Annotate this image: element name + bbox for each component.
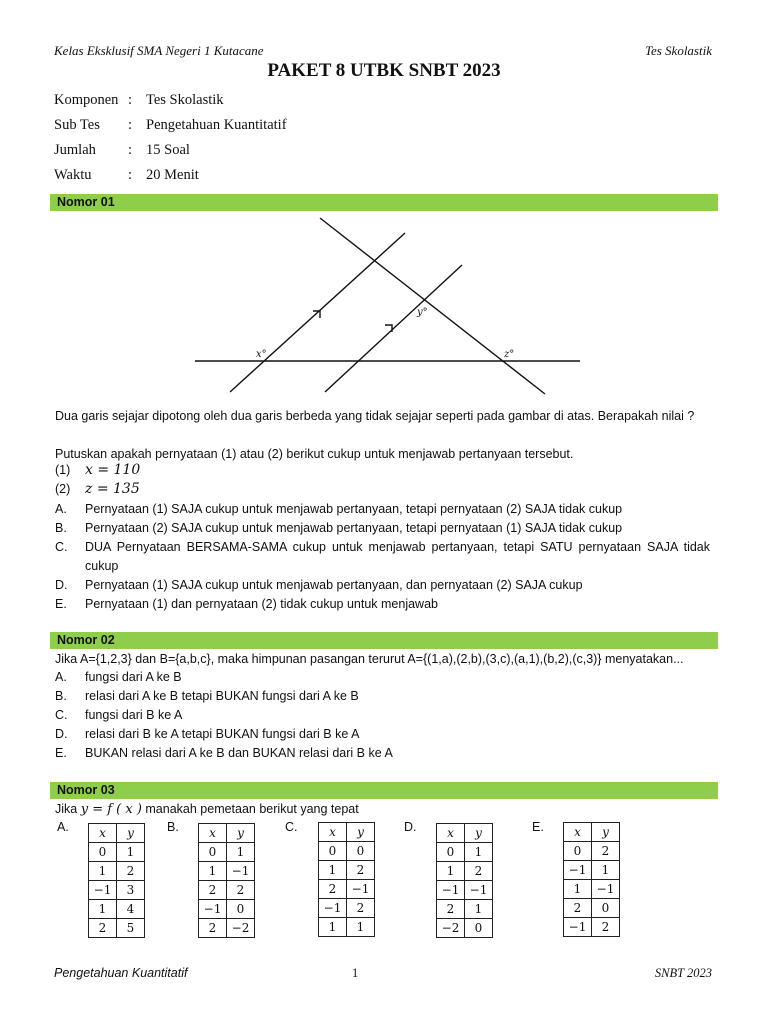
cell-x: 0 — [89, 843, 117, 862]
col-header-x: x — [89, 824, 117, 843]
cell-y: 2 — [592, 918, 620, 937]
cell-x: 1 — [89, 900, 117, 919]
cell-x: −1 — [564, 918, 592, 937]
option-letter: E. — [55, 746, 67, 760]
option-letter: C. — [55, 540, 68, 554]
cell-x: 1 — [437, 862, 465, 881]
cell-x: 0 — [437, 843, 465, 862]
cell-x: 2 — [199, 919, 227, 938]
cell-x: 1 — [319, 918, 347, 937]
cell-y: 1 — [465, 843, 493, 862]
footer-exam: SNBT 2023 — [654, 966, 712, 980]
table-row — [319, 918, 375, 937]
table-row — [564, 842, 620, 861]
mapping-table-b — [198, 823, 255, 938]
table-row — [564, 880, 620, 899]
cell-x: 2 — [437, 900, 465, 919]
cell-x: 0 — [319, 842, 347, 861]
angle-label-y: y° — [417, 307, 428, 318]
cell-x: 1 — [89, 862, 117, 881]
question-text-01: Dua garis sejajar dipotong oleh dua garis berbeda yang tidak sejajar seperti pada gambar di atas. Berapakah nilai ? — [55, 409, 695, 423]
table-row — [319, 842, 375, 861]
meta-colon: : — [128, 117, 133, 133]
option-d-label[interactable]: D. — [404, 820, 417, 834]
option-letter: E. — [55, 597, 67, 611]
question-text-03 — [55, 800, 710, 819]
option-letter: B. — [55, 689, 67, 703]
table-row — [199, 862, 255, 881]
option-a-label[interactable]: A. — [57, 820, 69, 834]
cell-x: −1 — [564, 861, 592, 880]
options-02 — [55, 668, 710, 763]
option-letter: C. — [55, 708, 68, 722]
question-suffix: manakah pemetaan berikut yang tepat — [145, 802, 359, 816]
table-row — [437, 843, 493, 862]
meta-label: Jumlah — [54, 142, 96, 158]
option-text: Pernyataan (1) SAJA cukup untuk menjawab pertanyaan, tetapi pernyataan (2) SAJA tidak cukup — [85, 502, 623, 516]
cell-x: −1 — [89, 881, 117, 900]
cell-x: 0 — [564, 842, 592, 861]
table-row — [319, 899, 375, 918]
cell-y: 3 — [117, 881, 145, 900]
parallel-line-right — [325, 265, 462, 392]
option-letter: D. — [55, 727, 68, 741]
table-row — [319, 861, 375, 880]
page-title: PAKET 8 UTBK SNBT 2023 — [267, 60, 501, 81]
mapping-table-d — [436, 823, 493, 938]
question-instruction-01: Putuskan apakah pernyataan (1) atau (2) berikut cukup untuk menjawab pertanyaan tersebut. — [55, 447, 574, 461]
mapping-table-e — [563, 822, 620, 937]
cell-x: −1 — [199, 900, 227, 919]
col-header-x: x — [199, 824, 227, 843]
parallel-line-left — [230, 233, 405, 392]
meta-colon: : — [128, 142, 133, 158]
table-row — [89, 900, 145, 919]
angle-label-z: z° — [504, 349, 515, 360]
option-letter: A. — [55, 670, 67, 684]
option-letter: A. — [55, 502, 67, 516]
statement-number: (2) — [55, 482, 71, 496]
cell-y: −1 — [347, 880, 375, 899]
col-header-y: y — [465, 824, 493, 843]
option-text: BUKAN relasi dari A ke B dan BUKAN relasi dari B ke A — [85, 746, 393, 760]
meta-colon: : — [128, 92, 133, 108]
cell-x: 1 — [564, 880, 592, 899]
option-a[interactable] — [55, 668, 710, 687]
statement-math: z = 135 — [85, 481, 140, 497]
cell-y: 1 — [227, 843, 255, 862]
table-row — [564, 899, 620, 918]
meta-label: Waktu — [54, 167, 92, 183]
cell-y: −1 — [465, 881, 493, 900]
question-math: y = f ( x ) — [80, 802, 142, 817]
cell-x: −1 — [437, 881, 465, 900]
col-header-y: y — [347, 823, 375, 842]
cell-x: 2 — [199, 881, 227, 900]
cell-x: 2 — [564, 899, 592, 918]
question-heading-02: Nomor 02 — [50, 632, 718, 649]
option-text: relasi dari B ke A tetapi BUKAN fungsi dari B ke A — [85, 727, 360, 741]
table-row — [437, 862, 493, 881]
option-letter: D. — [55, 578, 68, 592]
table-row — [199, 843, 255, 862]
statement-1 — [55, 462, 140, 478]
header-subject: Tes Skolastik — [644, 43, 712, 58]
cell-x: −1 — [319, 899, 347, 918]
meta-value: Tes Skolastik — [146, 92, 224, 108]
angle-label-x: x° — [256, 349, 267, 360]
table-row — [199, 900, 255, 919]
cell-x: 2 — [89, 919, 117, 938]
cell-y: 1 — [117, 843, 145, 862]
crossing-line — [320, 218, 545, 394]
meta-label: Komponen — [54, 92, 119, 108]
option-e[interactable] — [55, 595, 710, 614]
table-row — [437, 900, 493, 919]
table-row — [437, 881, 493, 900]
col-header-x: x — [437, 824, 465, 843]
cell-y: 1 — [465, 900, 493, 919]
cell-y: 2 — [347, 899, 375, 918]
table-row — [437, 919, 493, 938]
option-e-label[interactable]: E. — [532, 820, 544, 834]
option-text: Pernyataan (2) SAJA cukup untuk menjawab pertanyaan, tetapi pernyataan (1) SAJA tidak cukup — [85, 521, 623, 535]
question-prefix: Jika — [55, 802, 78, 816]
option-b-label[interactable]: B. — [167, 820, 179, 834]
meta-value: 20 Menit — [146, 167, 199, 183]
table-row — [564, 918, 620, 937]
table-row — [89, 862, 145, 881]
table-row — [89, 843, 145, 862]
mapping-table-a — [88, 823, 145, 938]
cell-y: 1 — [347, 918, 375, 937]
cell-y: 2 — [465, 862, 493, 881]
meta-label: Sub Tes — [54, 117, 100, 133]
table-row — [199, 881, 255, 900]
option-c[interactable] — [55, 538, 710, 576]
col-header-x: x — [319, 823, 347, 842]
option-b[interactable] — [55, 519, 710, 538]
options-01 — [55, 500, 710, 614]
option-letter: B. — [55, 521, 67, 535]
cell-x: 1 — [319, 861, 347, 880]
option-b[interactable] — [55, 687, 710, 706]
question-text-02: Jika A={1,2,3} dan B={a,b,c}, maka himpunan pasangan terurut A={(1,a),(2,b),(3,c),(a,1),(b,2),(c,3)} menyatakan... — [55, 652, 684, 666]
cell-x: 1 — [199, 862, 227, 881]
statement-math: x = 110 — [85, 462, 141, 478]
col-header-y: y — [227, 824, 255, 843]
option-d[interactable] — [55, 576, 710, 595]
table-row — [319, 880, 375, 899]
cell-y: −1 — [227, 862, 255, 881]
cell-y: 5 — [117, 919, 145, 938]
parallel-lines-figure — [0, 0, 768, 400]
meta-value: 15 Soal — [146, 142, 190, 158]
table-row — [564, 861, 620, 880]
cell-x: 0 — [199, 843, 227, 862]
mapping-table-c — [318, 822, 375, 937]
cell-y: 2 — [227, 881, 255, 900]
table-row — [89, 919, 145, 938]
option-text: fungsi dari A ke B — [85, 670, 182, 684]
cell-y: 0 — [347, 842, 375, 861]
col-header-x: x — [564, 823, 592, 842]
option-text: Pernyataan (1) dan pernyataan (2) tidak cukup untuk menjawab — [85, 597, 438, 611]
header-school: Kelas Eksklusif SMA Negeri 1 Kutacane — [54, 43, 264, 58]
option-text: relasi dari A ke B tetapi BUKAN fungsi dari A ke B — [85, 689, 359, 703]
statement-2 — [55, 481, 140, 497]
question-heading-01: Nomor 01 — [50, 194, 718, 211]
option-c[interactable] — [55, 706, 710, 725]
cell-x: 2 — [319, 880, 347, 899]
option-c-label[interactable]: C. — [285, 820, 298, 834]
option-text: fungsi dari B ke A — [85, 708, 183, 722]
statement-number: (1) — [55, 463, 71, 477]
option-e[interactable] — [55, 744, 710, 763]
option-text: Pernyataan (1) SAJA cukup untuk menjawab pertanyaan, dan pernyataan (2) SAJA cukup — [85, 578, 583, 592]
table-row — [89, 881, 145, 900]
cell-y: 0 — [592, 899, 620, 918]
cell-y: 0 — [465, 919, 493, 938]
table-row — [199, 919, 255, 938]
page-number: 1 — [352, 966, 359, 980]
cell-y: 1 — [592, 861, 620, 880]
col-header-y: y — [117, 824, 145, 843]
meta-colon: : — [128, 167, 133, 183]
cell-y: −1 — [592, 880, 620, 899]
cell-y: 2 — [117, 862, 145, 881]
cell-y: 0 — [227, 900, 255, 919]
cell-x: −2 — [437, 919, 465, 938]
cell-y: −2 — [227, 919, 255, 938]
cell-y: 2 — [592, 842, 620, 861]
meta-value: Pengetahuan Kuantitatif — [146, 117, 287, 133]
cell-y: 4 — [117, 900, 145, 919]
question-heading-03: Nomor 03 — [50, 782, 718, 799]
cell-y: 2 — [347, 861, 375, 880]
option-text: DUA Pernyataan BERSAMA-SAMA cukup untuk menjawab pertanyaan, tetapi SATU pernyataan SAJA tidak cukup — [85, 540, 710, 573]
footer-subject: Pengetahuan Kuantitatif — [54, 966, 188, 980]
option-a[interactable] — [55, 500, 710, 519]
col-header-y: y — [592, 823, 620, 842]
option-d[interactable] — [55, 725, 710, 744]
